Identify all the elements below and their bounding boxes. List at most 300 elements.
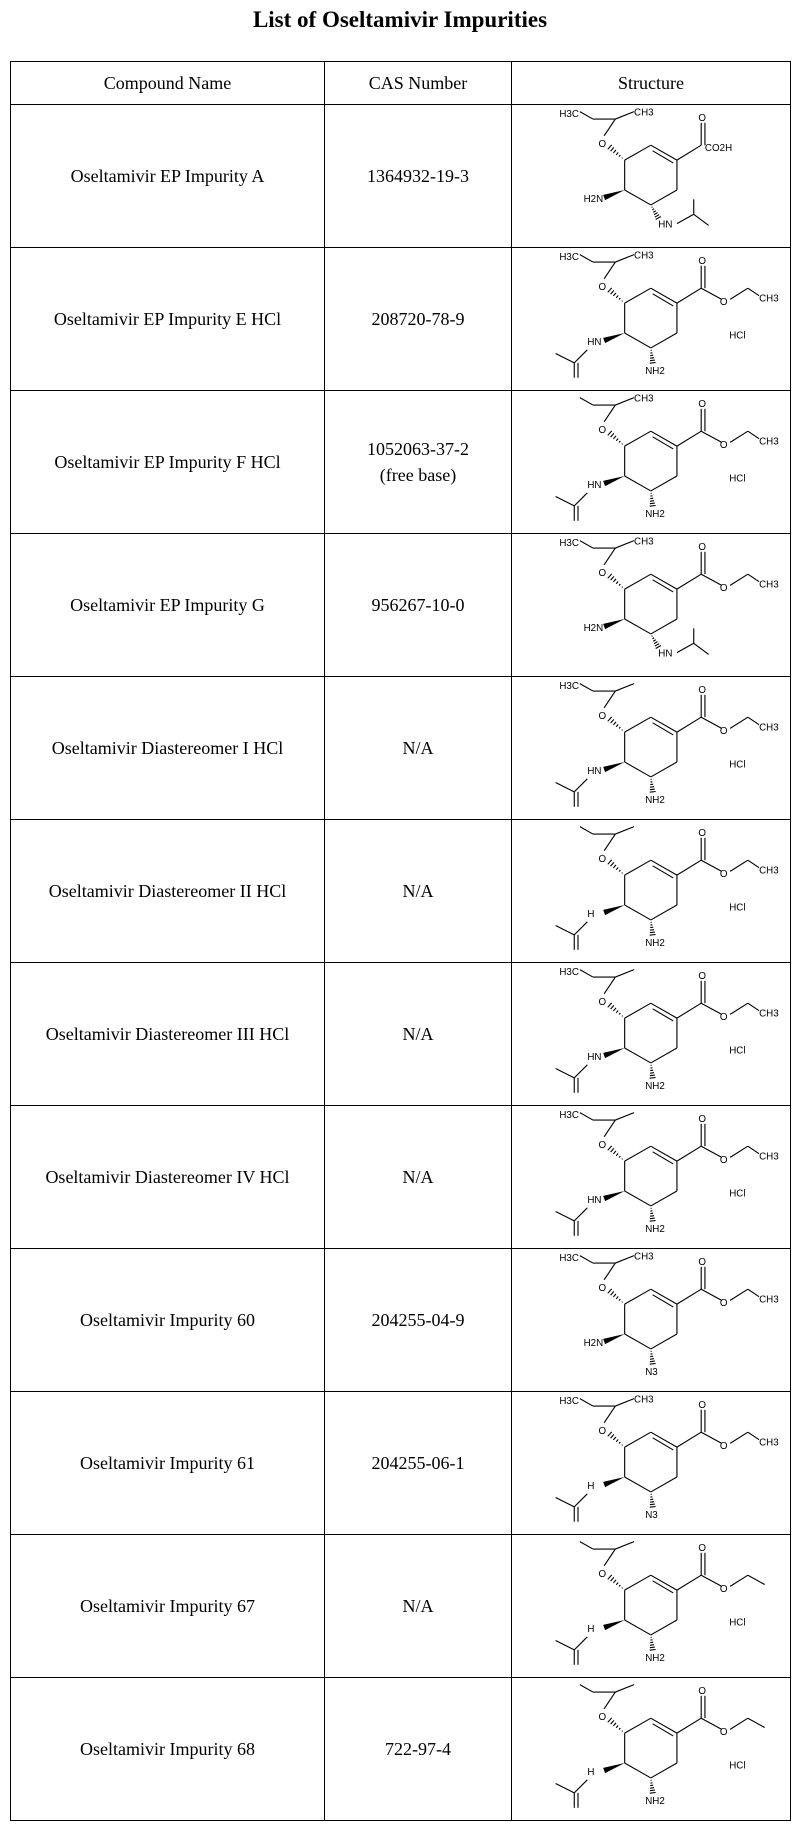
ether-left-methyl-label: H3C	[559, 109, 579, 121]
table-row	[11, 963, 791, 1106]
alkyl-bond	[604, 1263, 615, 1280]
ring-bond	[625, 1289, 651, 1304]
hash-mark	[655, 644, 659, 646]
hash-mark	[613, 436, 616, 439]
hash-mark	[608, 1289, 612, 1293]
table-row	[11, 677, 791, 820]
alkyl-bond	[604, 1692, 615, 1709]
alkyl-bond	[615, 827, 634, 834]
hash-mark	[622, 444, 623, 445]
hash-mark	[650, 789, 655, 790]
compound-name-cell	[11, 248, 325, 391]
amide-nitrogen-label: H	[587, 909, 595, 921]
ether-hashed-bond	[608, 1575, 623, 1589]
ring-bond	[651, 1334, 677, 1349]
compound-name: Oseltamivir EP Impurity E HCl	[53, 309, 282, 329]
bottom-hashed-bond	[650, 1637, 656, 1650]
ethyl-bond	[748, 717, 759, 724]
hash-mark	[611, 290, 614, 294]
amide-bond	[556, 1641, 575, 1650]
alkyl-bond	[615, 684, 634, 691]
column-header-cas-number: CAS Number	[325, 62, 512, 105]
ester-oxygen-label: O	[719, 869, 728, 880]
ether-right-methyl-label: CH3	[634, 1251, 654, 1263]
ester-oxygen-bond	[701, 431, 722, 442]
amide-bond	[556, 1212, 575, 1221]
bottom-hashed-bond	[650, 779, 656, 792]
hash-mark	[616, 1582, 618, 1584]
hash-mark	[650, 1790, 655, 1791]
alkyl-bond	[580, 684, 593, 691]
table-row	[11, 1106, 791, 1249]
compound-name-cell	[11, 677, 325, 820]
amide-bond	[574, 1494, 587, 1507]
hash-mark	[622, 1016, 623, 1017]
compound-name: Oseltamivir Impurity 60	[80, 1310, 255, 1330]
cas-number: 722-97-4	[385, 1739, 451, 1759]
ether-left-methyl-label: H3C	[559, 252, 579, 264]
hash-mark	[616, 1725, 618, 1727]
cas-number: N/A	[402, 1024, 434, 1044]
compound-name: Oseltamivir Diastereomer III HCl	[45, 1024, 290, 1044]
hash-mark	[622, 1445, 623, 1446]
alkyl-bond	[615, 541, 634, 548]
hash-mark	[613, 579, 616, 582]
ester-oxygen-label: O	[719, 440, 728, 451]
structure-cell	[512, 1392, 791, 1535]
amide-bond	[556, 1784, 575, 1793]
hash-mark	[650, 1792, 656, 1793]
ring-bond	[625, 762, 651, 777]
ethyl-bond	[730, 1718, 748, 1729]
ether-oxygen-label: O	[598, 139, 607, 151]
ring-bond	[625, 288, 651, 303]
hash-mark	[613, 1437, 616, 1440]
amine-label: H2N	[583, 623, 604, 635]
ring-bond	[651, 762, 677, 777]
amine-wedge-bond	[603, 1334, 624, 1344]
ester-bond	[677, 1575, 701, 1590]
ring-bond	[625, 1477, 651, 1492]
hash-mark	[619, 1156, 620, 1157]
ring-bond	[625, 619, 651, 634]
ring-bond	[651, 1048, 677, 1063]
ester-bond	[677, 1432, 701, 1447]
ring-bond	[651, 1191, 677, 1206]
ether-left-methyl-label: H3C	[559, 681, 579, 693]
salt-label: HCl	[729, 1760, 746, 1772]
hash-mark	[611, 1148, 614, 1152]
ester-bond	[677, 1003, 701, 1018]
ether-hashed-bond	[608, 574, 623, 588]
salt-label: HCl	[729, 473, 746, 485]
ring-bond	[625, 1191, 651, 1206]
table-row	[11, 391, 791, 534]
ethyl-bond	[730, 1003, 748, 1014]
ester-oxygen-bond	[701, 860, 722, 871]
carbonyl-oxygen-label: O	[698, 1113, 707, 1125]
hash-mark	[613, 722, 616, 725]
ring-bond	[625, 1003, 651, 1018]
ester-methyl-label: CH3	[759, 722, 779, 734]
carbonyl-oxygen-label: O	[698, 1685, 707, 1697]
ring-bond	[651, 1477, 677, 1492]
ester-bond	[677, 1146, 701, 1161]
alkyl-bond	[604, 405, 615, 422]
bottom-substituent-label: NH2	[645, 509, 665, 521]
ring-bond	[625, 1432, 651, 1447]
alkyl-bond	[580, 398, 593, 405]
alkyl-bond	[604, 1406, 615, 1423]
table-row	[11, 534, 791, 677]
compound-name-cell	[11, 1249, 325, 1392]
hash-mark	[650, 505, 656, 506]
ethyl-bond	[730, 288, 748, 299]
hash-mark	[608, 717, 612, 721]
hash-mark	[622, 1731, 623, 1732]
amide-bond	[694, 643, 709, 654]
ring-bond	[625, 1620, 651, 1635]
amide-nitrogen-label: HN	[587, 480, 602, 492]
hash-mark	[616, 1439, 618, 1441]
ether-oxygen-label: O	[598, 282, 607, 294]
ether-oxygen-label: O	[598, 1712, 607, 1724]
ester-oxygen-label: O	[719, 1155, 728, 1166]
ether-right-methyl-label: CH3	[634, 250, 654, 262]
table-row	[11, 1249, 791, 1392]
structure-cell	[512, 820, 791, 963]
bottom-substituent-label: NH2	[645, 1081, 665, 1093]
hash-mark	[611, 719, 614, 723]
amide-nitrogen-label: H	[587, 1481, 595, 1493]
ether-oxygen-label: O	[598, 711, 607, 723]
amide-bond	[574, 350, 587, 363]
ester-methyl-label: CH3	[759, 436, 779, 448]
hash-mark	[616, 438, 618, 440]
hash-mark	[616, 1010, 618, 1012]
compound-name: Oseltamivir EP Impurity G	[70, 595, 265, 615]
hash-mark	[650, 503, 655, 504]
ring-bond	[625, 333, 651, 348]
amide-bond	[574, 1637, 587, 1650]
chemical-structure-icon	[512, 1107, 800, 1247]
hash-mark	[622, 587, 623, 588]
ether-left-methyl-label: H3C	[559, 538, 579, 550]
ether-hashed-bond	[608, 288, 623, 302]
bottom-substituent-label: NH2	[645, 366, 665, 378]
ether-hashed-bond	[608, 1432, 623, 1446]
amide-bond	[574, 1208, 587, 1221]
cas-number-cell	[325, 1249, 512, 1392]
ester-oxygen-label: O	[719, 1012, 728, 1023]
ether-hashed-bond	[608, 860, 623, 874]
cas-number-cell	[325, 248, 512, 391]
chemical-structure-icon	[512, 392, 800, 532]
amine-wedge-bond	[603, 476, 624, 486]
hash-mark	[616, 1153, 618, 1155]
structure-cell	[512, 105, 791, 248]
ether-right-methyl-label: CH3	[634, 107, 654, 119]
hash-mark	[622, 301, 623, 302]
chemical-structure-icon	[512, 1393, 800, 1533]
hash-mark	[622, 1302, 623, 1303]
chemical-structure-icon	[512, 678, 800, 818]
column-header-structure: Structure	[512, 62, 791, 105]
carbonyl-oxygen-label: O	[698, 112, 707, 124]
hash-mark	[650, 1363, 656, 1364]
hash-mark	[608, 1432, 612, 1436]
ether-oxygen-label: O	[598, 425, 607, 437]
ester-oxygen-label: O	[719, 1727, 728, 1738]
amide-bond	[694, 214, 709, 225]
compound-name: Oseltamivir Impurity 68	[80, 1739, 255, 1759]
alkyl-bond	[604, 977, 615, 994]
bottom-substituent-label: NH2	[645, 938, 665, 950]
hash-mark	[611, 1720, 614, 1724]
ether-right-methyl-label: CH3	[634, 1394, 654, 1406]
carbonyl-oxygen-label: O	[698, 1256, 707, 1268]
ring-bond	[651, 333, 677, 348]
hash-mark	[652, 638, 654, 639]
ester-bond	[677, 574, 701, 589]
ester-oxygen-label: O	[719, 1441, 728, 1452]
ester-oxygen-label: O	[719, 1584, 728, 1595]
amine-wedge-bond	[603, 762, 624, 772]
ether-hashed-bond	[608, 145, 623, 159]
hash-mark	[613, 1008, 616, 1011]
amine-wedge-bond	[603, 190, 624, 200]
ester-bond	[677, 431, 701, 446]
hash-mark	[611, 147, 614, 151]
alkyl-bond	[604, 548, 615, 565]
carbonyl-oxygen-label: O	[698, 255, 707, 267]
ether-oxygen-label: O	[598, 1569, 607, 1581]
alkyl-bond	[615, 970, 634, 977]
hash-mark	[608, 431, 612, 435]
ethyl-bond	[748, 574, 759, 581]
alkyl-bond	[604, 262, 615, 279]
compound-name-cell	[11, 820, 325, 963]
ester-bond	[677, 1718, 701, 1733]
carbonyl-oxygen-label: O	[698, 1399, 707, 1411]
table-body	[11, 105, 791, 1821]
hash-mark	[613, 865, 616, 868]
ester-oxygen-bond	[701, 1289, 722, 1300]
ester-oxygen-label: O	[719, 297, 728, 308]
amide-nh-label: HN	[658, 219, 673, 231]
ester-methyl-label: CH3	[759, 865, 779, 877]
amide-bond	[574, 922, 587, 935]
cas-number-cell	[325, 105, 512, 248]
hash-mark	[608, 288, 612, 292]
ethyl-bond	[748, 1289, 759, 1296]
carbonyl-oxygen-label: O	[698, 970, 707, 982]
hash-mark	[650, 1077, 656, 1078]
cas-number: 208720-78-9	[371, 309, 465, 329]
ester-oxygen-label: O	[719, 726, 728, 737]
ethyl-bond	[730, 717, 748, 728]
hash-mark	[611, 1291, 614, 1295]
table-row	[11, 820, 791, 963]
carbonyl-oxygen-label: O	[698, 827, 707, 839]
compound-name-cell	[11, 1678, 325, 1821]
amide-bond	[556, 1498, 575, 1507]
cas-number: 204255-06-1	[371, 1453, 465, 1473]
ethyl-bond	[748, 1432, 759, 1439]
ethyl-bond	[748, 431, 759, 438]
hash-mark	[622, 158, 623, 159]
structure-cell	[512, 534, 791, 677]
hash-mark	[650, 1506, 656, 1507]
hash-mark	[613, 150, 616, 153]
ether-hashed-bond	[608, 1003, 623, 1017]
cas-number-cell	[325, 1678, 512, 1821]
hash-mark	[608, 860, 612, 864]
cas-number: N/A	[402, 738, 434, 758]
ester-methyl-label: CH3	[759, 1294, 779, 1306]
hash-mark	[619, 1728, 620, 1729]
bottom-hashed-bond	[650, 493, 656, 506]
amide-nitrogen-label: H	[587, 1624, 595, 1636]
hash-mark	[608, 1575, 612, 1579]
ester-oxygen-bond	[701, 1146, 722, 1157]
amine-wedge-bond	[603, 333, 624, 343]
structure-cell	[512, 677, 791, 820]
amine-wedge-bond	[603, 1763, 624, 1773]
hash-mark	[608, 1003, 612, 1007]
salt-label: HCl	[729, 1188, 746, 1200]
hash-mark	[655, 215, 659, 217]
ester-oxygen-label: O	[719, 1298, 728, 1309]
amine-wedge-bond	[603, 1620, 624, 1630]
alkyl-bond	[615, 398, 634, 405]
hash-mark	[619, 441, 620, 442]
alkyl-bond	[615, 1542, 634, 1549]
bottom-substituent-label: NH2	[645, 1224, 665, 1236]
ester-oxygen-label: O	[719, 583, 728, 594]
ester-bond	[677, 1289, 701, 1304]
ring-bond	[625, 1146, 651, 1161]
structure-cell	[512, 1106, 791, 1249]
hash-mark	[622, 1159, 623, 1160]
alkyl-bond	[604, 834, 615, 851]
amide-bond	[574, 1780, 587, 1793]
hash-mark	[650, 1218, 655, 1219]
hash-mark	[613, 1294, 616, 1297]
ring-bond	[651, 905, 677, 920]
ring-bond	[625, 1718, 651, 1733]
bottom-hashed-bond	[650, 1494, 656, 1507]
alkyl-bond	[580, 1256, 593, 1263]
bottom-substituent-label: N3	[645, 1367, 658, 1379]
cas-number-cell	[325, 534, 512, 677]
hash-mark	[650, 362, 656, 363]
hash-mark	[650, 932, 655, 933]
amide-bond	[574, 1065, 587, 1078]
alkyl-bond	[580, 1399, 593, 1406]
ethyl-bond	[748, 1575, 765, 1584]
hash-mark	[622, 730, 623, 731]
ring-bond	[625, 1334, 651, 1349]
hash-mark	[619, 298, 620, 299]
cas-number-cell	[325, 1535, 512, 1678]
ester-bond	[677, 288, 701, 303]
ethyl-bond	[748, 1146, 759, 1153]
chemical-structure-icon	[512, 249, 800, 389]
amine-label: H2N	[583, 1338, 604, 1350]
hash-mark	[611, 1005, 614, 1009]
cas-number-cell	[325, 1106, 512, 1249]
column-header-compound-name: Compound Name	[11, 62, 325, 105]
hash-mark	[616, 152, 618, 154]
compound-name: Oseltamivir Impurity 67	[80, 1596, 255, 1616]
ethyl-bond	[748, 860, 759, 867]
hash-mark	[650, 360, 655, 361]
ethyl-bond	[748, 288, 759, 295]
amide-bond	[677, 214, 694, 223]
ester-methyl-label: CH3	[759, 1008, 779, 1020]
hash-mark	[653, 211, 656, 212]
hash-mark	[611, 433, 614, 437]
hash-mark	[652, 209, 654, 210]
hash-mark	[616, 581, 618, 583]
structure-cell	[512, 1249, 791, 1392]
ring-bond	[651, 190, 677, 205]
cas-number-cell	[325, 677, 512, 820]
hash-mark	[611, 1577, 614, 1581]
cas-number: N/A	[402, 1167, 434, 1187]
ester-methyl-label: CH3	[759, 1151, 779, 1163]
ring-bond	[651, 619, 677, 634]
alkyl-bond	[580, 255, 593, 262]
salt-label: HCl	[729, 759, 746, 771]
cas-number: 1052063-37-2	[367, 439, 469, 459]
amide-nh-label: HN	[658, 648, 673, 660]
hash-mark	[613, 1723, 616, 1726]
ester-oxygen-bond	[701, 1003, 722, 1014]
ester-bond	[677, 145, 701, 160]
salt-label: HCl	[729, 330, 746, 342]
ethyl-bond	[730, 1575, 748, 1586]
hash-mark	[650, 1075, 655, 1076]
ester-oxygen-bond	[701, 717, 722, 728]
ether-oxygen-label: O	[598, 854, 607, 866]
cas-number: 1364932-19-3	[367, 166, 469, 186]
bottom-hashed-bond	[650, 1065, 656, 1078]
ring-bond	[651, 1620, 677, 1635]
ring-bond	[651, 476, 677, 491]
hash-mark	[653, 640, 656, 641]
hash-mark	[608, 574, 612, 578]
alkyl-bond	[580, 1685, 593, 1692]
amine-wedge-bond	[603, 1477, 624, 1487]
salt-label: HCl	[729, 902, 746, 914]
cas-note: (free base)	[379, 465, 457, 485]
ether-hashed-bond	[608, 1146, 623, 1160]
ring-bond	[651, 1763, 677, 1778]
hash-mark	[650, 1504, 655, 1505]
amide-bond	[556, 926, 575, 935]
carboxyl-label: CO2H	[704, 142, 733, 154]
ring-bond	[625, 574, 651, 589]
hash-mark	[611, 1434, 614, 1438]
ether-oxygen-label: O	[598, 997, 607, 1009]
hash-mark	[608, 1146, 612, 1150]
amide-nitrogen-label: HN	[587, 1195, 602, 1207]
structure-cell	[512, 391, 791, 534]
hash-mark	[650, 934, 656, 935]
ethyl-bond	[730, 431, 748, 442]
